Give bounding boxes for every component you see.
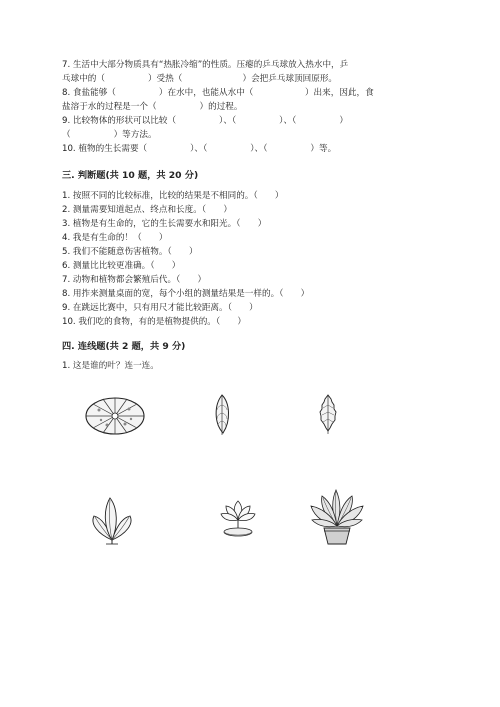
question-8-line-1: 8. 食盐能够（ ）在水中，也能从水中（ ）出来，因此，食: [62, 88, 374, 98]
judge-item: 10. 我们吃的食物，有的是植物提供的。（ ）: [62, 317, 246, 327]
question-7-line-2: 乓球中的（ ）受热（ ）会把乒乓球顶回原形。: [62, 74, 338, 84]
judge-item: 7. 动物和植物都会繁殖后代。（ ）: [62, 275, 207, 285]
judge-item: 1. 按照不同的比较标准，比较的结果是不相同的。（ ）: [62, 191, 284, 201]
match-section-heading: 四. 连线题(共 2 题，共 9 分): [62, 341, 186, 352]
judge-item: 5. 我们不能随意伤害植物。（ ）: [62, 247, 198, 257]
judge-section-heading: 三. 判断题(共 10 题，共 20 分): [62, 170, 199, 181]
match-question: 1. 这是谁的叶？连一连。: [62, 361, 159, 371]
question-9-line-2: （ ）等方法。: [62, 130, 157, 140]
question-8-line-2: 盐溶于水的过程是一个（ ）的过程。: [62, 102, 243, 112]
lotus-leaf-image: [83, 392, 147, 440]
question-10-line: 10. 植物的生长需要（ ）、（ ）、（ ）等。: [62, 144, 337, 154]
question-7-line-1: 7. 生活中大部分物质具有“热胀冷缩”的性质。压瘪的乒乓球放入热水中，乒: [62, 60, 349, 70]
question-9-line-1: 9. 比较物体的形状可以比较（ ）、（ ）、（ ）: [62, 116, 348, 126]
judge-item: 8. 用拃来测量桌面的宽，每个小组的测量结果是一样的。（ ）: [62, 289, 310, 299]
narrow-leaf-image: [210, 393, 234, 437]
judge-item: 2. 测量需要知道起点、终点和长度。（ ）: [62, 205, 232, 215]
potted-plant-image: [306, 486, 368, 548]
judge-item: 4. 我是有生命的！（ ）: [62, 233, 168, 243]
plantain-plant-image: [86, 494, 138, 546]
serrated-leaf-image: [316, 393, 340, 435]
judge-item: 3. 植物是有生命的，它的生长需要水和阳光。（ ）: [62, 219, 267, 229]
judge-item: 9. 在跳远比赛中，只有用尺才能比较距离。（ ）: [62, 303, 258, 313]
lotus-flower-image: [216, 496, 260, 540]
judge-item: 6. 测量比比较更准确。（ ）: [62, 261, 181, 271]
